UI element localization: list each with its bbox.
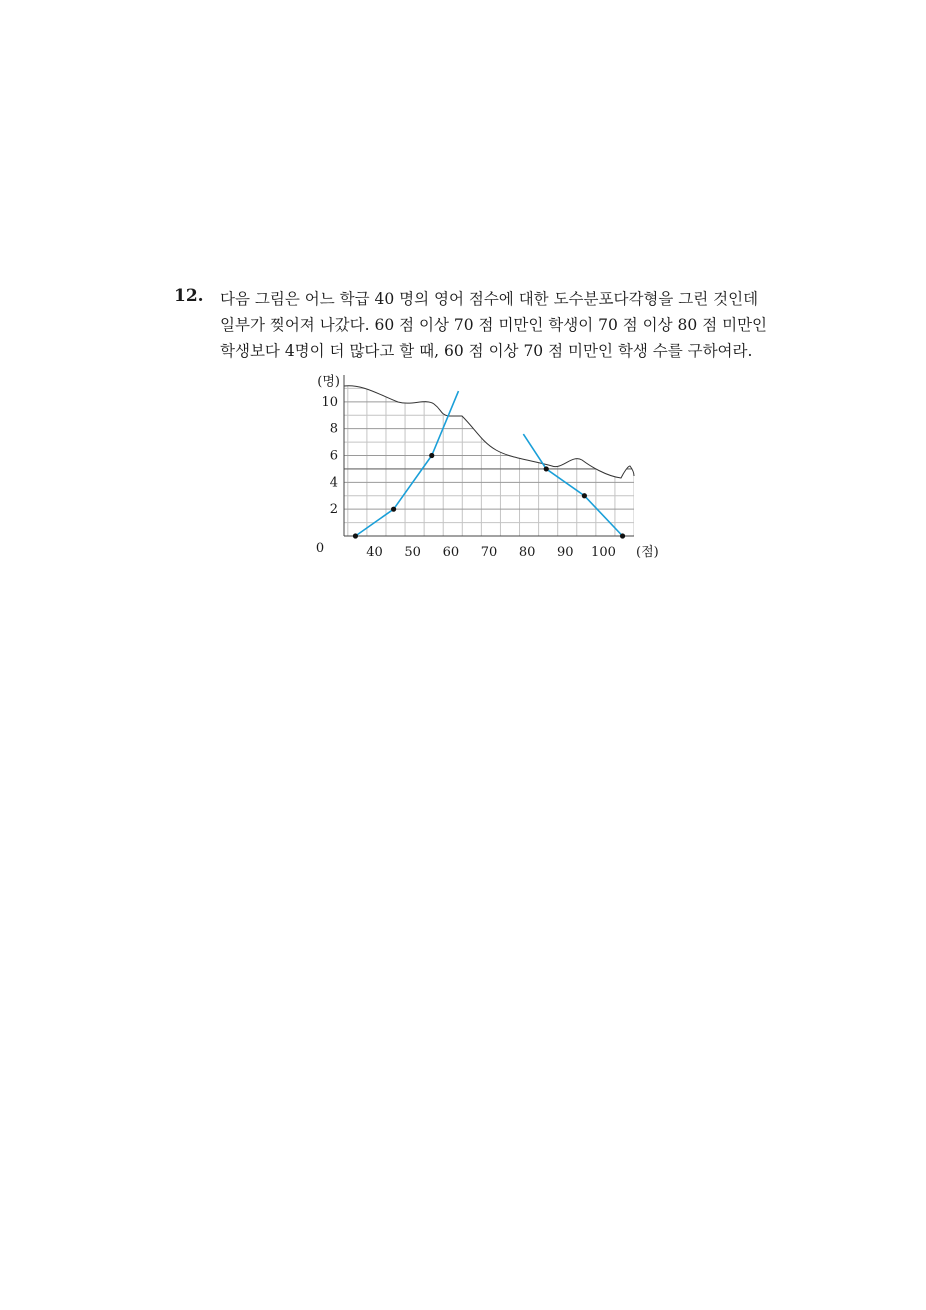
frequency-polygon-chart (300, 370, 660, 570)
data-point (582, 493, 587, 498)
x-tick-label: 70 (480, 545, 498, 560)
series-group (353, 391, 625, 538)
data-point (391, 507, 396, 512)
x-tick-label: 90 (557, 545, 574, 560)
grid (344, 375, 634, 536)
data-point (544, 466, 549, 471)
origin-label: 0 (315, 541, 325, 556)
data-point (429, 453, 434, 458)
problem-text (220, 286, 780, 364)
problem-number: 12. (174, 286, 204, 306)
x-tick-label: 100 (591, 545, 616, 560)
problem-line-2: 일부가 찢어져 나갔다. 60 점 이상 70 점 미만인 학생이 70 점 이상 80 점 미만인 (220, 316, 768, 334)
x-tick-label: 50 (404, 545, 421, 560)
problem-line-3: 학생보다 4명이 더 많다고 할 때, 60 점 이상 70 점 미만인 학생 수를 구하여라. (220, 342, 753, 360)
problem-line-1: 다음 그림은 어느 학급 40 명의 영어 점수에 대한 도수분포다각형을 그린 것인데 (220, 290, 759, 308)
y-tick-label: 2 (329, 502, 338, 518)
x-tick-label: 60 (442, 545, 460, 560)
y-tick-label: 6 (329, 448, 338, 464)
y-tick-label: 4 (329, 475, 338, 491)
y-tick-label: 10 (321, 394, 338, 410)
x-axis-label: (점) (636, 545, 659, 560)
x-tick-label: 40 (366, 545, 383, 560)
data-point (620, 533, 625, 538)
y-tick-label: 8 (329, 421, 338, 437)
y-axis-label: (명) (317, 374, 340, 390)
torn-edge (344, 386, 634, 478)
x-tick-label: 80 (518, 545, 536, 560)
data-point (353, 533, 358, 538)
